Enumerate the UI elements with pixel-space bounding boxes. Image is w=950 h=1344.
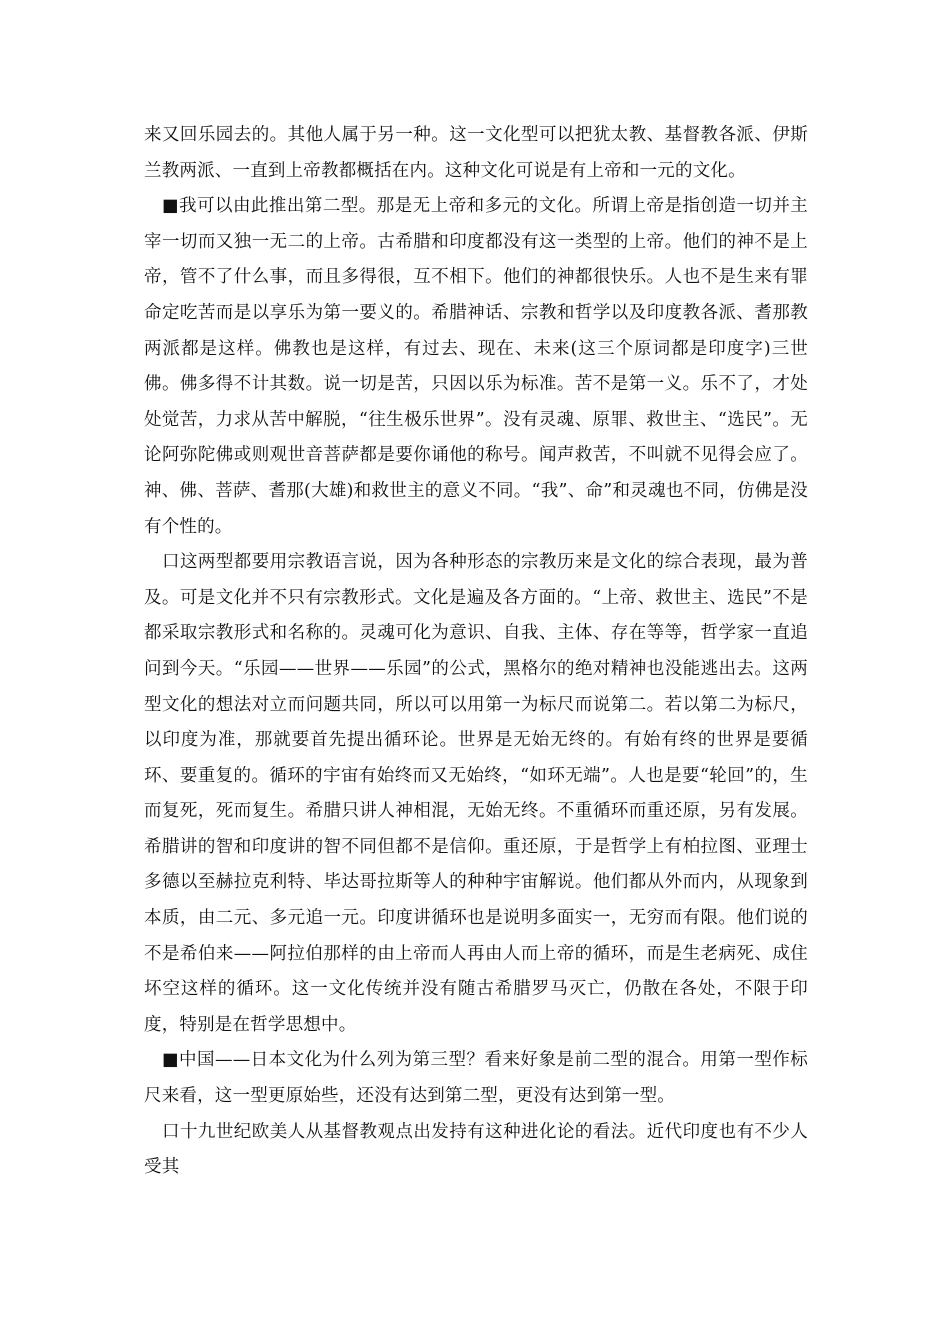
paragraph-5: 口十九世纪欧美人从基督教观点出发持有这种进化论的看法。近代印度也有不少人受其: [144, 1121, 808, 1178]
paragraph-4: ■中国——日本文化为什么列为第三型？看来好象是前二型的混合。用第一型作标尺来看，这一型更原始些，还没有达到第二型，更没有达到第一型。: [144, 1050, 808, 1107]
paragraph-1: 来又回乐园去的。其他人属于另一种。这一文化型可以把犹太教、基督教各派、伊斯兰教两派、一直到上帝教都概括在内。这种文化可说是有上帝和一元的文化。: [144, 125, 808, 181]
paragraph-2: ■我可以由此推出第二型。那是无上帝和多元的文化。所谓上帝是指创造一切并主宰一切而又独一无二的上帝。古希腊和印度都没有这一类型的上帝。他们的神不是上帝，管不了什么事，而且多得很，互不相下。他们的神都很快乐。人也不是生来有罪命定吃苦而是以享乐为第一要义的。希腊神话、宗教和哲学以及印度教各派、耆那教两派都是这样。佛教也是这样，有过去、现在、未来(这三个原词都是印度字)三世佛。佛多得不计其数。说一切是苦，只因以乐为标准。苦不是第一义。乐不了，才处处觉苦，力求从苦中解脱，“往生极乐世界”。没有灵魂、原罪、救世主、“选民”。无论阿弥陀佛或则观世音菩萨都是要你诵他的称号。闻声救苦，不叫就不见得会应了。神、佛、菩萨、耆那(大雄)和救世主的意义不同。“我”、命”和灵魂也不同，仿佛是没有个性的。: [144, 196, 808, 537]
body-text: [144, 118, 808, 1186]
paragraph-3: 口这两型都要用宗教语言说，因为各种形态的宗教历来是文化的综合表现，最为普及。可是文化并不只有宗教形式。文化是遍及各方面的。“上帝、救世主、选民”不是都采取宗教形式和名称的。灵魂可化为意识、自我、主体、存在等等，哲学家一直追问到今天。“乐园——世界——乐园”的公式，黑格尔的绝对精神也没能逃出去。这两型文化的想法对立而问题共同，所以可以用第一为标尺而说第二。若以第二为标尺，以印度为准，那就要首先提出循环论。世界是无始无终的。有始有终的世界是要循环、要重复的。循环的宇宙有始终而又无始终，“如环无端”。人也是要“轮回”的，生而复死，死而复生。希腊只讲人神相混，无始无终。不重循环而重还原，另有发展。希腊讲的智和印度讲的智不同但都不是信仰。重还原，于是哲学上有柏拉图、亚理士多德以至赫拉克利特、毕达哥拉斯等人的种种宇宙解说。他们都从外而内，从现象到本质，由二元、多元追一元。印度讲循环也是说明多面实一，无穷而有限。他们说的不是希伯来——阿拉伯那样的由上帝而人再由人而上帝的循环，而是生老病死、成住坏空这样的循环。这一文化传统并没有随古希腊罗马灭亡，仍散在各处，不限于印度，特别是在哲学思想中。: [144, 552, 808, 1035]
